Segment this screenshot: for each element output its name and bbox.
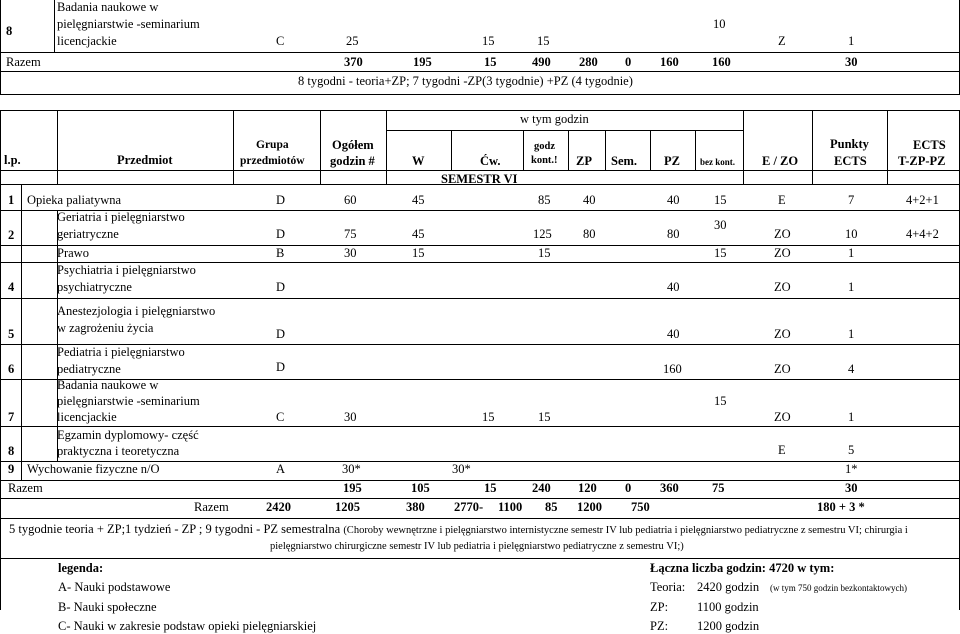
row-ogolem: 60 bbox=[344, 193, 357, 207]
row-bez: 15 bbox=[714, 193, 727, 207]
row-pz: 40 bbox=[667, 280, 680, 294]
total-label: Teoria: bbox=[650, 580, 686, 594]
row-bez: 15 bbox=[714, 394, 727, 408]
header-ogolem-1: Ogółem bbox=[332, 138, 374, 152]
row-pz: 40 bbox=[667, 193, 680, 207]
top-razem-label: Razem bbox=[6, 55, 41, 69]
footnote-line2: pielęgniarstwo chirurgiczne semestr IV lub pediatria i pielęgniarstwo pediatryczne z semestru VI;) bbox=[270, 541, 684, 552]
row-grupa: D bbox=[276, 227, 286, 241]
row-name-2: w zagrożeniu życia bbox=[57, 321, 154, 335]
razem-v3: 240 bbox=[532, 481, 551, 495]
row-lp: 5 bbox=[8, 327, 15, 341]
row-ezo: ZO bbox=[774, 246, 791, 260]
row-name: Wychowanie fizyczne n/O bbox=[27, 462, 160, 476]
row-ezo: E bbox=[778, 443, 786, 457]
legend-item: A- Nauki podstawowe bbox=[58, 580, 171, 594]
legend-item: B- Nauki społeczne bbox=[58, 600, 157, 614]
header-grupa-2: przedmiotów bbox=[240, 155, 305, 167]
row-grupa: D bbox=[276, 280, 286, 294]
row-name-2: psychiatryczne bbox=[57, 280, 132, 294]
header-ects-1: ECTS bbox=[913, 138, 946, 152]
header-w-tym: w tym godzin bbox=[520, 112, 589, 126]
razem-v5: 0 bbox=[625, 481, 632, 495]
row-ezo: ZO bbox=[774, 227, 791, 241]
row-ezo: ZO bbox=[774, 280, 791, 294]
top-row-name-3: licencjackie bbox=[57, 34, 117, 48]
row-w: 45 bbox=[412, 193, 425, 207]
row-name: Egzamin dyplomowy- część bbox=[57, 428, 199, 442]
header-zp: ZP bbox=[576, 154, 592, 168]
row-bez: 30 bbox=[714, 218, 727, 232]
row-w: 15 bbox=[412, 246, 425, 260]
row-grupa: D bbox=[276, 360, 286, 374]
row-ects: 1* bbox=[845, 462, 858, 476]
row-grupa: D bbox=[276, 193, 286, 207]
header-w: W bbox=[412, 154, 425, 168]
razem-total-v7: 750 bbox=[631, 500, 650, 514]
top-row-ezo: Z bbox=[778, 34, 786, 48]
row-ogolem: 30 bbox=[344, 410, 357, 424]
top-razem-v0: 370 bbox=[344, 55, 363, 69]
row-ects: 4+4+2 bbox=[906, 227, 939, 241]
footnote-main: 5 tygodnie teoria + ZP;1 tydzień - ZP ; 9 tygodni - PZ semestralna (Choroby wewnętrzne i pielęgniarstwo internistyczne semestr IV lub pediatria i pielęgniarstwo pediatryczne z semestru VI; chirurgia i bbox=[9, 522, 908, 536]
row-pkt: 4 bbox=[848, 362, 855, 376]
top-row-grupa: C bbox=[276, 34, 285, 48]
row-pz: 40 bbox=[667, 327, 680, 341]
row-ogolem: 75 bbox=[344, 227, 357, 241]
razem-total-v1: 1205 bbox=[335, 500, 360, 514]
top-note: 8 tygodni - teoria+ZP; 7 tygodni -ZP(3 tygodnie) +PZ (4 tygodnie) bbox=[298, 74, 633, 88]
razem-total-v5: 85 bbox=[545, 500, 558, 514]
razem-total-v4: 1100 bbox=[498, 500, 523, 514]
row-grupa: D bbox=[276, 327, 286, 341]
row-ezo: ZO bbox=[774, 362, 791, 376]
row-name-3: licencjackie bbox=[57, 410, 117, 424]
razem-v0: 195 bbox=[343, 481, 362, 495]
row-pkt: 7 bbox=[848, 193, 855, 207]
row-grupa: A bbox=[276, 462, 286, 476]
total-value: 2420 godzin bbox=[697, 580, 760, 594]
row-name-2: pielęgniarstwie -seminarium bbox=[57, 394, 200, 408]
legend-item: C- Nauki w zakresie podstaw opieki pielęgniarskiej bbox=[58, 619, 317, 633]
razem-total-v6: 1200 bbox=[577, 500, 602, 514]
top-row-name-1: Badania naukowe w bbox=[57, 0, 159, 14]
header-ezo: E / ZO bbox=[762, 154, 799, 168]
header-punkty-1: Punkty bbox=[830, 137, 869, 151]
row-ogolem: 30* bbox=[342, 462, 361, 476]
header-cw: Ćw. bbox=[480, 154, 501, 168]
top-row-lp: 8 bbox=[6, 24, 13, 38]
row-pz: 80 bbox=[667, 227, 680, 241]
header-sem: Sem. bbox=[611, 154, 638, 168]
row-godz: 125 bbox=[533, 227, 552, 241]
row-lp: 8 bbox=[8, 444, 15, 458]
total-value: 1200 godzin bbox=[697, 619, 760, 633]
row-pz: 160 bbox=[663, 362, 682, 376]
header-ects-2: T-ZP-PZ bbox=[898, 154, 946, 168]
top-razem-v2: 15 bbox=[484, 55, 497, 69]
row-ogolem: 30 bbox=[344, 246, 357, 260]
row-w: 15 bbox=[482, 410, 495, 424]
razem-total-v8: 180 + 3 * bbox=[817, 500, 865, 514]
row-name-2: pediatryczne bbox=[57, 362, 121, 376]
razem-total-v3: 2770- bbox=[454, 500, 484, 514]
razem-label: Razem bbox=[8, 481, 43, 495]
row-pkt: 1 bbox=[848, 410, 855, 424]
row-name: Pediatria i pielęgniarstwo bbox=[57, 345, 185, 359]
row-ezo: ZO bbox=[774, 327, 791, 341]
row-pkt: 1 bbox=[848, 280, 855, 294]
total-label: PZ: bbox=[650, 619, 669, 633]
row-lp: 7 bbox=[8, 410, 15, 424]
total-label: ZP: bbox=[650, 600, 669, 614]
header-grupa-1: Grupa bbox=[256, 139, 289, 151]
top-razem-v1: 195 bbox=[413, 55, 432, 69]
top-row-c2: 15 bbox=[537, 34, 550, 48]
header-lp: l.p. bbox=[4, 153, 21, 167]
razem-v4: 120 bbox=[578, 481, 597, 495]
row-ezo: E bbox=[778, 193, 786, 207]
top-razem-v3: 490 bbox=[532, 55, 551, 69]
row-godz: 85 bbox=[538, 193, 551, 207]
razem-v6: 360 bbox=[660, 481, 679, 495]
row-name: Anestezjologia i pielęgniarstwo bbox=[57, 304, 216, 318]
row-pkt: 10 bbox=[845, 227, 858, 241]
razem-v8: 30 bbox=[845, 481, 858, 495]
row-zp: 80 bbox=[583, 227, 596, 241]
row-lp: 2 bbox=[8, 228, 15, 242]
row-grupa: B bbox=[276, 246, 285, 260]
total-title: Łączna liczba godzin: 4720 w tym: bbox=[650, 561, 835, 575]
row-name: Psychiatria i pielęgniarstwo bbox=[57, 263, 196, 277]
header-semestr: SEMESTR VI bbox=[441, 172, 518, 186]
razem-total-v0: 2420 bbox=[266, 500, 291, 514]
top-row-ogolem: 25 bbox=[346, 34, 359, 48]
row-pkt: 1 bbox=[848, 246, 855, 260]
top-row-upper: 10 bbox=[713, 17, 726, 31]
razem-total-label: Razem bbox=[194, 500, 229, 514]
header-godz-2: kont.! bbox=[531, 155, 558, 166]
row-godz: 15 bbox=[538, 410, 551, 424]
row-lp: 6 bbox=[8, 362, 15, 376]
razem-v1: 105 bbox=[411, 481, 430, 495]
row-name: Opieka paliatywna bbox=[27, 193, 122, 207]
row-pkt: 1 bbox=[848, 327, 855, 341]
row-name-2: praktyczna i teoretyczna bbox=[57, 444, 180, 458]
header-punkty-2: ECTS bbox=[834, 154, 867, 168]
razem-total-v2: 380 bbox=[406, 500, 425, 514]
header-ogolem-2: godzin # bbox=[330, 154, 375, 168]
row-w: 45 bbox=[412, 227, 425, 241]
header-bez-kont: bez kont. bbox=[700, 157, 736, 167]
top-razem-v7: 160 bbox=[712, 55, 731, 69]
total-value: 1100 godzin bbox=[697, 600, 759, 614]
row-ezo: ZO bbox=[774, 410, 791, 424]
top-row-name-2: pielęgniarstwie -seminarium bbox=[57, 17, 200, 31]
top-razem-v8: 30 bbox=[845, 55, 858, 69]
total-note: (w tym 750 godzin bezkontaktowych) bbox=[770, 583, 907, 593]
row-bez: 15 bbox=[714, 246, 727, 260]
row-name: Geriatria i pielęgniarstwo bbox=[57, 210, 185, 224]
row-lp: 9 bbox=[8, 462, 15, 476]
header-pz: PZ bbox=[664, 154, 680, 168]
row-name-2: geriatryczne bbox=[57, 227, 119, 241]
top-razem-v5: 0 bbox=[625, 55, 632, 69]
row-lp: 4 bbox=[8, 280, 15, 294]
row-zp: 40 bbox=[583, 193, 596, 207]
header-przedmiot: Przedmiot bbox=[117, 153, 173, 167]
razem-v2: 15 bbox=[484, 481, 497, 495]
row-name: Prawo bbox=[57, 246, 89, 260]
row-pkt: 5 bbox=[848, 443, 855, 457]
row-name: Badania naukowe w bbox=[57, 378, 159, 392]
row-lp: 1 bbox=[8, 193, 15, 207]
row-godz: 15 bbox=[538, 246, 551, 260]
header-godz-1: godz bbox=[534, 141, 555, 152]
row-grupa: C bbox=[276, 410, 285, 424]
legend-title: legenda: bbox=[58, 561, 104, 575]
row-ects: 4+2+1 bbox=[906, 193, 939, 207]
top-razem-v6: 160 bbox=[660, 55, 679, 69]
row-godz: 30* bbox=[452, 462, 471, 476]
top-row-c1: 15 bbox=[482, 34, 495, 48]
top-razem-v4: 280 bbox=[579, 55, 598, 69]
razem-v7: 75 bbox=[712, 481, 725, 495]
top-row-pkt: 1 bbox=[848, 34, 855, 48]
